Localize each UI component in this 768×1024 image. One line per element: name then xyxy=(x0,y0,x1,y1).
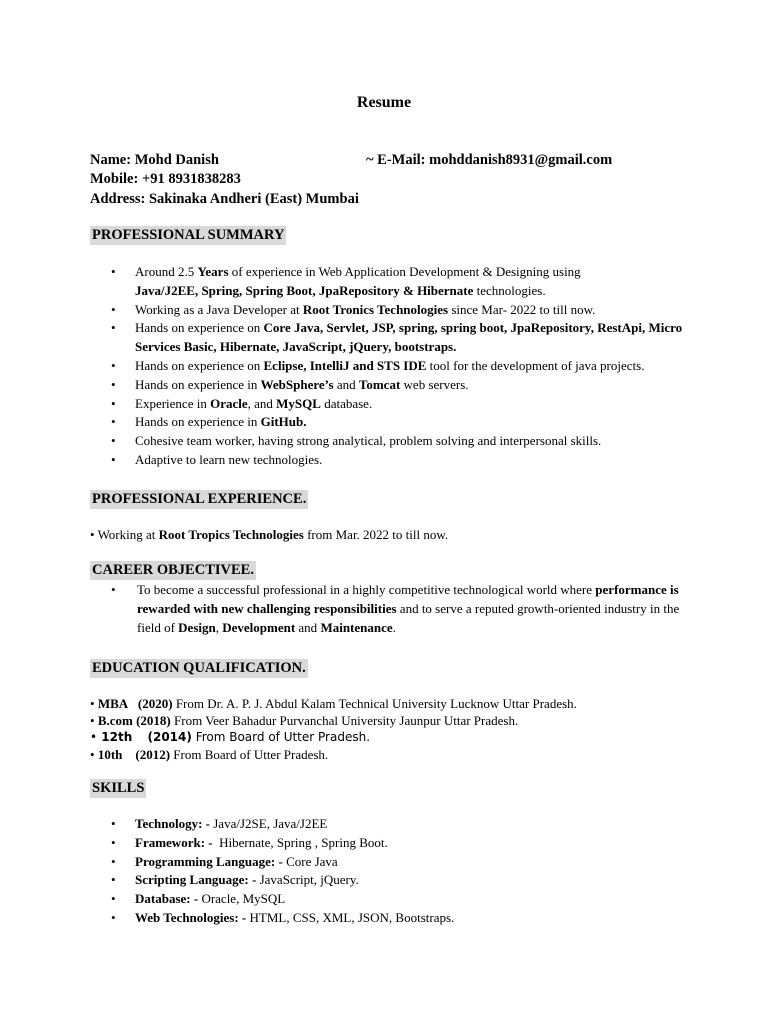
text: Adaptive to learn new technologies. xyxy=(135,451,323,467)
section-heading-experience: PROFESSIONAL EXPERIENCE. xyxy=(92,491,307,507)
skill-value: JavaScript, jQuery. xyxy=(256,872,359,888)
bold-text: Tomcat xyxy=(358,376,401,392)
list-item xyxy=(0,301,695,320)
skill-label: Scripting Language: - xyxy=(135,872,257,888)
address-field: Address: Sakinaka Andheri (East) Mumbai xyxy=(90,191,359,207)
education-item xyxy=(90,729,370,746)
text: and xyxy=(295,620,321,635)
text: of experience in Web Application Development & Designing using xyxy=(228,264,581,279)
text: database. xyxy=(320,395,373,411)
bullet-icon: • xyxy=(111,414,116,430)
bold-text: Java/J2EE, Spring, Spring Boot, JpaRepository & Hibernate xyxy=(135,282,474,298)
skill-value: Java/J2SE, Java/J2EE xyxy=(210,816,328,831)
bullet-icon: • xyxy=(111,909,116,925)
section-heading-skills: SKILLS xyxy=(92,780,145,796)
bullet-icon: • xyxy=(111,816,116,831)
objective-item xyxy=(111,580,680,637)
degree-label: 10th xyxy=(94,747,123,762)
year-label: (2020) xyxy=(137,696,173,711)
text: Working at xyxy=(94,527,159,542)
text: To become a successful professional in a highly competitive technological world where xyxy=(137,582,596,597)
bold-text: Oracle xyxy=(210,395,248,411)
education-item xyxy=(90,695,577,712)
year-label: (2012) xyxy=(135,747,171,762)
bullet-icon: • xyxy=(111,853,116,869)
list-item xyxy=(0,413,695,432)
text: Working as a Java Developer at xyxy=(135,301,303,317)
list-item xyxy=(0,263,695,301)
bold-text: Root Tropics Technologies xyxy=(158,527,304,542)
education-item xyxy=(90,746,328,763)
section-heading-education: EDUCATION QUALIFICATION. xyxy=(92,660,306,676)
year-label: (2014) xyxy=(147,730,192,744)
skill-label: Programming Language: - xyxy=(135,853,283,869)
text: technologies. xyxy=(473,282,546,298)
bullet-icon: • xyxy=(111,357,116,373)
skills-list xyxy=(0,815,695,928)
list-item xyxy=(0,909,695,928)
list-item xyxy=(0,395,695,414)
summary-list xyxy=(0,263,695,470)
bullet-icon: • xyxy=(111,891,116,907)
text: Hands on experience in xyxy=(135,376,261,392)
text: from Mar. 2022 to till now. xyxy=(303,527,449,542)
bullet-icon: • xyxy=(111,376,116,392)
bullet-icon: • xyxy=(111,301,116,317)
bullet-icon: • xyxy=(111,264,116,279)
bold-text: MySQL xyxy=(276,395,321,411)
year-label: (2018) xyxy=(136,713,171,728)
education-item xyxy=(90,712,518,729)
text: Experience in xyxy=(135,395,211,411)
text: Hands on experience on xyxy=(135,357,264,373)
bold-text: Design xyxy=(178,620,216,635)
text: web servers. xyxy=(400,376,469,392)
page-title: Resume xyxy=(356,94,412,111)
bold-text: GitHub. xyxy=(260,414,307,430)
skill-label: Technology: - xyxy=(135,816,210,831)
bold-text: Years xyxy=(197,264,229,279)
degree-label: MBA xyxy=(94,696,129,711)
list-item xyxy=(0,432,695,451)
bold-text: Eclipse, IntelliJ and STS IDE xyxy=(263,357,427,373)
list-item xyxy=(0,451,695,470)
bullet-icon: • xyxy=(90,527,95,542)
bullet-icon: • xyxy=(90,713,95,728)
text: since Mar- 2022 to till now. xyxy=(448,301,596,317)
degree-label: 12th xyxy=(97,730,133,744)
list-item xyxy=(0,376,695,395)
text: tool for the development of java projects. xyxy=(426,357,645,373)
text: , and xyxy=(247,395,277,411)
section-heading-summary: PROFESSIONAL SUMMARY xyxy=(92,227,285,243)
section-heading-objective: CAREER OBJECTIVEE. xyxy=(92,562,254,578)
bullet-icon: • xyxy=(111,834,116,850)
bullet-icon: • xyxy=(90,696,95,711)
text: . xyxy=(392,620,396,635)
text: Hands on experience in xyxy=(135,414,261,430)
bold-text: Development xyxy=(222,620,296,635)
skill-value: Core Java xyxy=(282,853,338,869)
experience-item xyxy=(90,526,448,543)
bullet-icon: • xyxy=(111,582,116,597)
degree-label: B.com xyxy=(94,713,133,728)
skill-label: Database: - xyxy=(135,891,199,907)
list-item xyxy=(0,834,695,853)
text: From Board of Utter Pradesh. xyxy=(170,747,329,762)
bullet-icon: • xyxy=(111,320,116,336)
skill-label: Web Technologies: - xyxy=(135,909,247,925)
list-item xyxy=(0,890,695,909)
skill-value: Oracle, MySQL xyxy=(198,891,286,907)
bold-text: Maintenance xyxy=(320,620,393,635)
name-field: Name: Mohd Danish xyxy=(90,152,219,168)
bold-text: Root Tronics Technologies xyxy=(302,301,449,317)
list-item xyxy=(0,853,695,872)
list-item xyxy=(0,815,695,834)
bullet-icon: • xyxy=(90,730,98,744)
skill-value: HTML, CSS, XML, JSON, Bootstraps. xyxy=(246,909,455,925)
text: Cohesive team worker, having strong analytical, problem solving and interpersonal skills. xyxy=(135,433,602,449)
text: Hands on experience on xyxy=(135,320,264,336)
mobile-field: Mobile: +91 8931838283 xyxy=(90,171,241,187)
skill-label: Framework: - xyxy=(135,834,213,850)
bold-text: Core Java, Servlet, JSP, spring, spring boot, JpaRepository, RestApi, Micro Services Basic, Hibernate, JavaScript, jQuery, bootstraps. xyxy=(135,320,683,355)
text: From Veer Bahadur Purvanchal University Jaunpur Uttar Pradesh. xyxy=(170,713,519,728)
skill-value: Hibernate, Spring , Spring Boot. xyxy=(212,834,388,850)
bold-text: performance is rewarded with new challenging responsibilities xyxy=(137,582,679,616)
email-field: ~ E-Mail: mohddanish8931@gmail.com xyxy=(366,152,613,168)
list-item xyxy=(0,871,695,890)
text: From Board of Utter Pradesh. xyxy=(191,730,371,744)
text: Around 2.5 xyxy=(135,264,198,279)
text: and xyxy=(333,376,359,392)
bold-text: WebSphere’s xyxy=(260,376,334,392)
text: and to serve a reputed growth-oriented industry in the field of xyxy=(137,601,680,635)
list-item xyxy=(0,319,695,357)
bullet-icon: • xyxy=(90,747,95,762)
bullet-icon: • xyxy=(111,433,116,449)
bullet-icon: • xyxy=(111,395,116,411)
text: From Dr. A. P. J. Abdul Kalam Technical University Lucknow Uttar Pradesh. xyxy=(172,696,577,711)
bullet-icon: • xyxy=(111,451,116,467)
text: , xyxy=(215,620,223,635)
list-item xyxy=(0,357,695,376)
bullet-icon: • xyxy=(111,872,116,888)
